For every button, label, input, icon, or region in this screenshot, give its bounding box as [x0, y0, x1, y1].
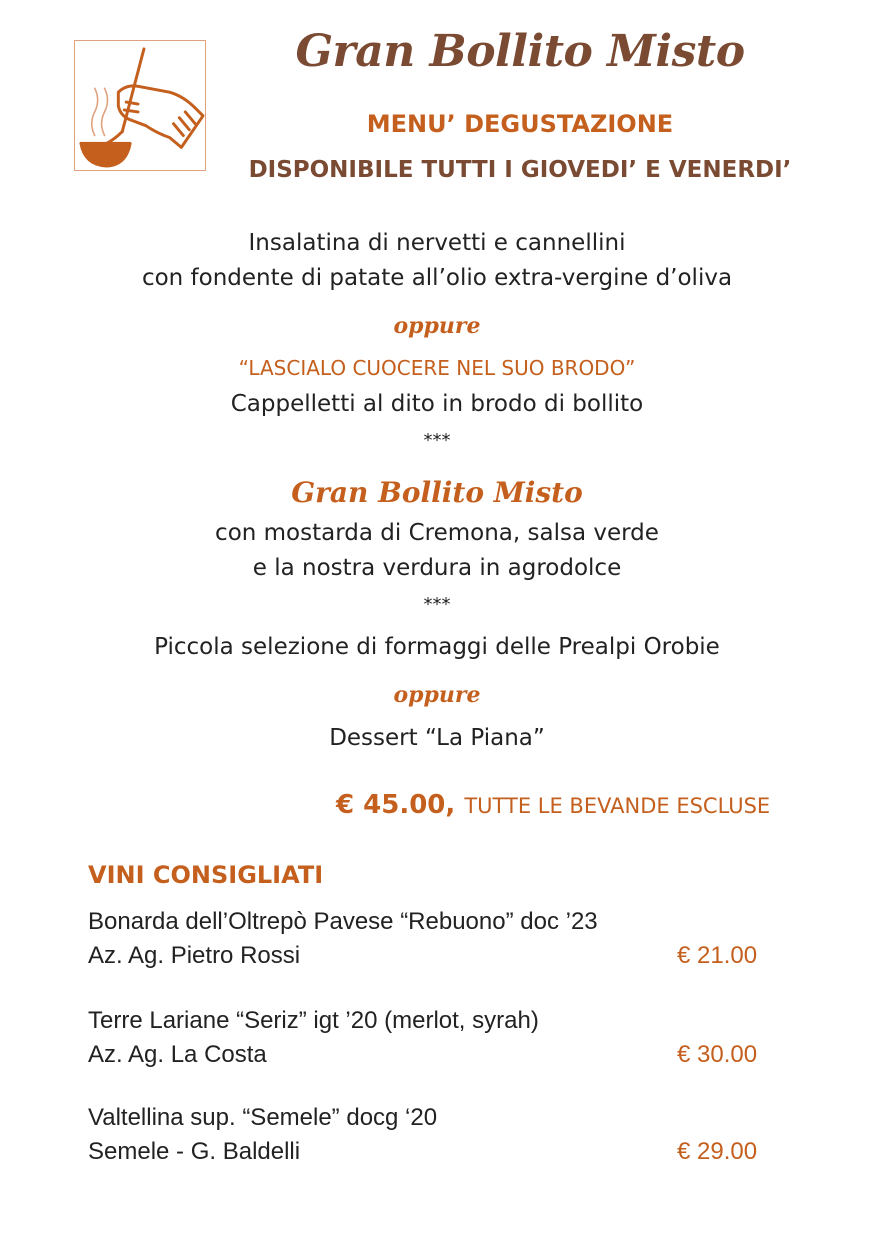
- wine-producer: Az. Ag. La Costa: [88, 1041, 267, 1068]
- wine-item: [88, 905, 788, 973]
- menu-price: [336, 790, 770, 820]
- wines-heading: VINI CONSIGLIATI: [88, 861, 324, 889]
- wine-name: Bonarda dell’Oltrepò Pavese “Rebuono” doc ’23: [88, 908, 598, 935]
- separator-2: ***: [423, 594, 451, 615]
- cheese-line: Piccola selezione di formaggi delle Prealpi Orobie: [154, 634, 720, 660]
- menu-price-amount: € 45.00,: [336, 790, 456, 820]
- logo: [74, 40, 206, 171]
- page-title: Gran Bollito Misto: [295, 26, 745, 77]
- wine-item: [88, 1004, 788, 1072]
- menu-price-note: TUTTE LE BEVANDE ESCLUSE: [464, 794, 771, 818]
- wine-producer: Semele - G. Baldelli: [88, 1138, 301, 1165]
- wine-name: Valtellina sup. “Semele” docg ‘20: [88, 1104, 438, 1131]
- soup-line: Cappelletti al dito in brodo di bollito: [230, 391, 644, 417]
- menu-subtitle: MENU’ DEGUSTAZIONE: [366, 110, 674, 138]
- main-dish-title: Gran Bollito Misto: [291, 476, 583, 509]
- wine-price: € 29.00: [677, 1138, 758, 1165]
- soup-caption: “LASCIALO CUOCERE NEL SUO BRODO”: [238, 356, 636, 380]
- wine-item: [88, 1101, 788, 1169]
- wine-name: Terre Lariane “Seriz” igt ’20 (merlot, syrah): [88, 1007, 539, 1034]
- wine-price: € 21.00: [677, 942, 758, 969]
- or-divider-1: oppure: [393, 313, 481, 339]
- wine-price: € 30.00: [677, 1041, 758, 1068]
- hand-holding-ladle-icon: [75, 41, 205, 170]
- starter-line-1: Insalatina di nervetti e cannellini: [248, 230, 626, 256]
- main-dish-line-2: e la nostra verdura in agrodolce: [252, 555, 622, 581]
- or-divider-2: oppure: [393, 682, 481, 708]
- starter-line-2: con fondente di patate all’olio extra-vergine d’oliva: [141, 265, 733, 291]
- main-dish-line-1: con mostarda di Cremona, salsa verde: [215, 520, 659, 546]
- wine-producer: Az. Ag. Pietro Rossi: [88, 942, 301, 969]
- separator-1: ***: [423, 430, 451, 451]
- dessert-line: Dessert “La Piana”: [329, 725, 545, 751]
- availability-notice: DISPONIBILE TUTTI I GIOVEDI’ E VENERDI’: [248, 157, 792, 183]
